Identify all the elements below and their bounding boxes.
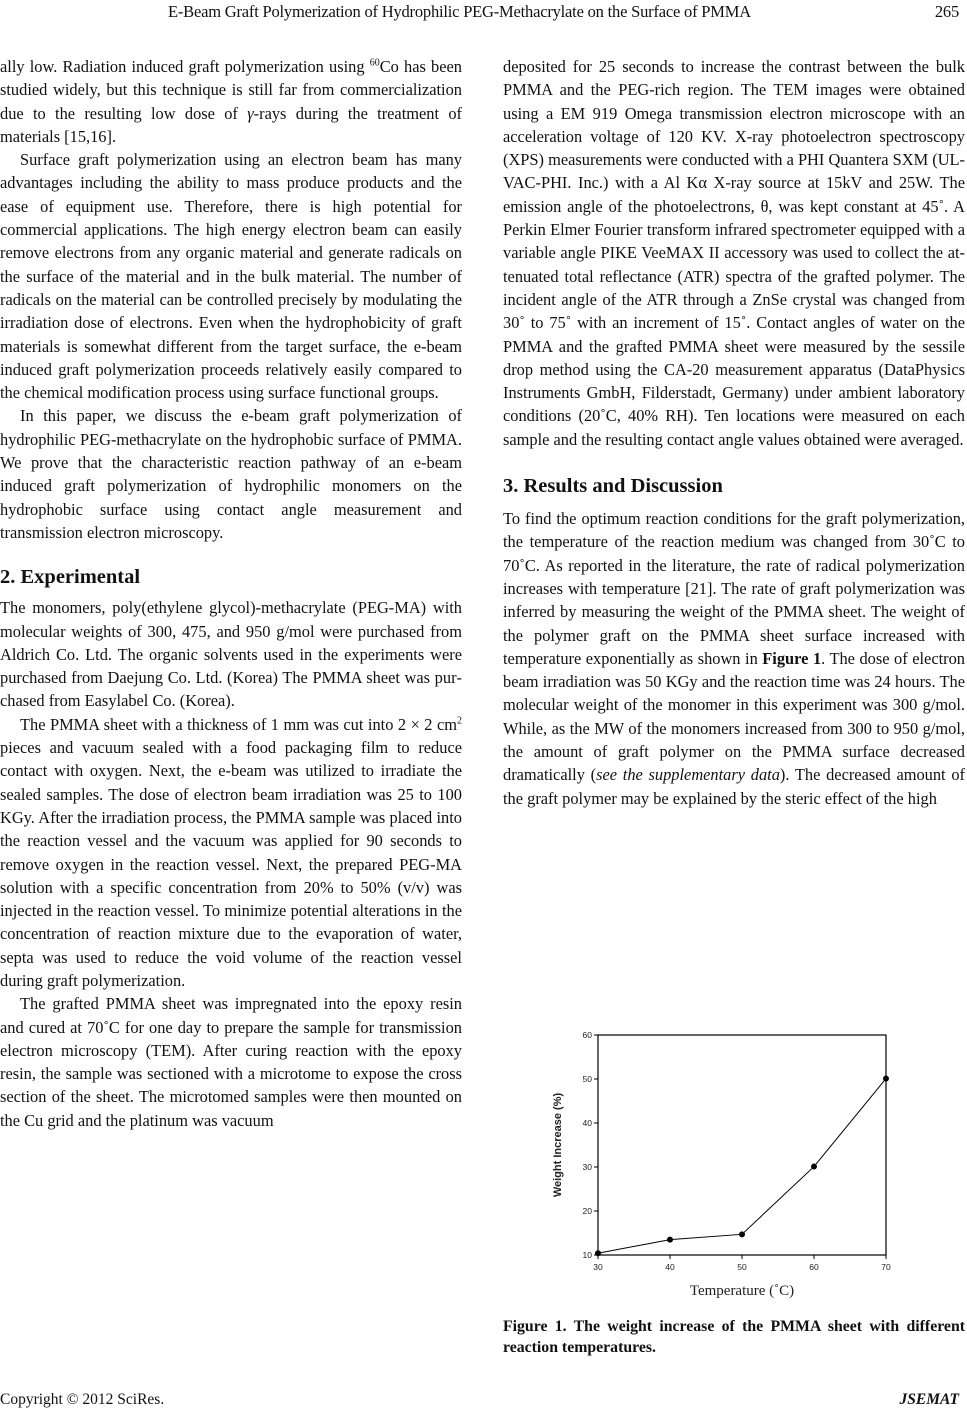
paragraph: In this paper, we discuss the e-beam graft polymerization of hydrophilic PEG-methacrylate on the hydrophobic surface of PMMA. We prove that the characteristic reaction pathway of an e-beam induced graft polymerization of hydrophilic monomers on the hydrophobic surface using contact angle measurement and transmission electron microscopy. (0, 406, 462, 542)
data-point (595, 1250, 601, 1256)
y-tick-label: 30 (582, 1162, 592, 1172)
superscript: 60 (369, 57, 380, 69)
paragraph: The PMMA sheet with a thickness of 1 mm was cut into 2 × 2 $cm^2$ pieces and vacuum sealed with a food packaging film to reduce contact with oxygen. Next, the e-beam was utilized to irradiate the sealed samples. The dose of electron beam irradiation was 25 to 100 KGy. After the irradiation process, the PMMA sample was placed into the reaction vessel and the vacuum was applied for 90 seconds to remove oxygen in the reaction vessel. Next, the prepared PEG-MA solution with a specific concentration from 20% to 50% (v/v) was injected in the reaction vessel. To minimize potential alterations in the concentration of reaction mixture due to the evaporation of water, septa was used to reduce the void volume of the reaction vessel during graft polymerization. (0, 714, 462, 990)
paragraph: ally low. Radiation induced graft polymerization using $^{60}$Co has been studied widely, but this technique is still far from commercialization due to the resulting low dose of γ-rays during the treatment of materials [15,16]. (0, 57, 462, 146)
paragraph: The monomers, poly(ethylene glycol)-methacrylate (PEG-MA) with molecular weights of 300, 475, and 950 g/mol were purchased from Aldrich Co. Ltd. The organic solvents used in the experiments were purchased from Daejung Co. Ltd. (Korea) The PMMA sheet was purchased from Easylabel Co. (Korea). (0, 598, 462, 711)
data-point (883, 1076, 889, 1082)
data-point (811, 1164, 817, 1170)
y-axis-ticks (583, 1030, 598, 1260)
data-points (595, 1076, 889, 1257)
x-tick-label: 70 (881, 1262, 891, 1272)
page-number: 265 (934, 2, 959, 21)
copyright: Copyright © 2012 SciRes. (0, 1391, 165, 1408)
paragraph: The grafted PMMA sheet was impregnated into the epoxy resin and cured at 70˚C for one day to prepare the sample for transmission electron microscopy (TEM). After curing reaction with the epoxy resin, the sample was sectioned with a microtome to expose the cross section of the sheet. The microtomed samples were then mounted on the Cu grid and the platinum was vacuum (0, 994, 462, 1130)
y-axis-label: Weight Increase (%) (552, 1092, 564, 1198)
line-chart (503, 1024, 965, 1309)
y-tick-label: 20 (582, 1206, 592, 1216)
figure-1 (503, 1024, 965, 1309)
y-tick-label: 60 (582, 1030, 592, 1040)
data-point (739, 1231, 745, 1237)
section-heading-experimental: 2. Experimental (0, 566, 141, 589)
paragraph: deposited for 25 seconds to increase the contrast between the bulk PMMA and the PEG-rich region. The TEM images were obtained using a EM 919 Omega transmission electron microscope with an acceleration voltage of 120 KV. X-ray photoelectron spectroscopy (XPS) measurements were conducted with a PHI Quantera SXM (ULVAC-PHI. Inc.) with a Al Kα X-ray source at 15kV and 25W. The emission angle of the photoelectrons, θ, was kept constant at 45˚. A Perkin Elmer Fourier transform infrared spectrometer equipped with a variable angle PIKE VeeMAX II accessory was used to collect the attenuated total reflectance (ATR) spectra of the grafted polymer. The incident angle of the ATR through a ZnSe crystal was changed from 30˚ to 75˚ with an increment of 15˚. Contact angles of water on the PMMA and the grafted PMMA sheet were measured by the sessile drop method using the CA-20 measurement apparatus (DataPhysics Instruments GmbH, Filderstadt, Germany) under ambient laboratory conditions (20˚C, 40% RH). Ten locations were measured on each sample and the resulting contact angle values obtained were averaged. (503, 57, 966, 449)
chart-frame (598, 1035, 886, 1255)
x-tick-label: 60 (809, 1262, 819, 1272)
x-tick-label: 50 (737, 1262, 747, 1272)
x-tick-label: 30 (593, 1262, 603, 1272)
figure-reference[interactable]: Figure 1 (762, 648, 822, 668)
x-axis-ticks (593, 1255, 891, 1272)
paragraph: Surface graft polymerization using an electron beam has many advantages including the ability to mass produce products and the ease of equipment use. Therefore, there is high potential for commercial applications. The high energy electron beam can easily remove electrons from any organic material and generate radicals on the surface of the material and in the bulk material. The number of radicals on the material can be controlled precisely by modulating the irradiation dose of electrons. Even when the hydrophobicity of graft materials is somewhat different from the target surface, the e-beam induced graft polymerization proceeds relatively easily compared to the chemical modification process using surface functional groups. (0, 150, 462, 403)
paragraph: To find the optimum reaction conditions for the graft polymerization, the temperature of the reaction medium was changed from 30˚C to 70˚C. As reported in the literature, the rate of radical polymerization increases with temperature [21]. The rate of graft polymerization was inferred by measuring the weight of the PMMA sheet. The weight of the polymer graft on the PMMA sheet surface increased with temperature exponentially as shown in Figure 1. The dose of electron beam irradiation was 50 KGy and the reaction time was 24 hours. The molecular weight of the monomer in this experiment was 300 g/mol. While, as the MW of the monomers increased from 300 to 950 g/mol, the amount of graft polymer on the PMMA surface decreased dramatically (see the supplementary data). The decreased amount of the graft polymer may be explained by the steric effect of the high (503, 509, 966, 808)
right-column (503, 55, 965, 810)
x-tick-label: 40 (665, 1262, 675, 1272)
running-title: E-Beam Graft Polymerization of Hydrophilic PEG-Methacrylate on the Surface of PMMA (168, 2, 751, 21)
data-line (598, 1079, 886, 1254)
superscript: 2 (457, 715, 462, 727)
y-tick-label: 40 (582, 1118, 592, 1128)
running-head (0, 2, 967, 22)
y-tick-label: 50 (582, 1074, 592, 1084)
figure-caption: Figure 1. The weight increase of the PMMA sheet with different reaction temperatures. (503, 1318, 965, 1356)
left-column (0, 55, 462, 1132)
y-tick-label: 10 (582, 1250, 592, 1260)
data-point (667, 1237, 673, 1243)
x-axis-label: Temperature (˚C) (689, 1283, 795, 1299)
journal-name: JSEMAT (899, 1391, 959, 1408)
section-heading-results: 3. Results and Discussion (503, 475, 723, 498)
